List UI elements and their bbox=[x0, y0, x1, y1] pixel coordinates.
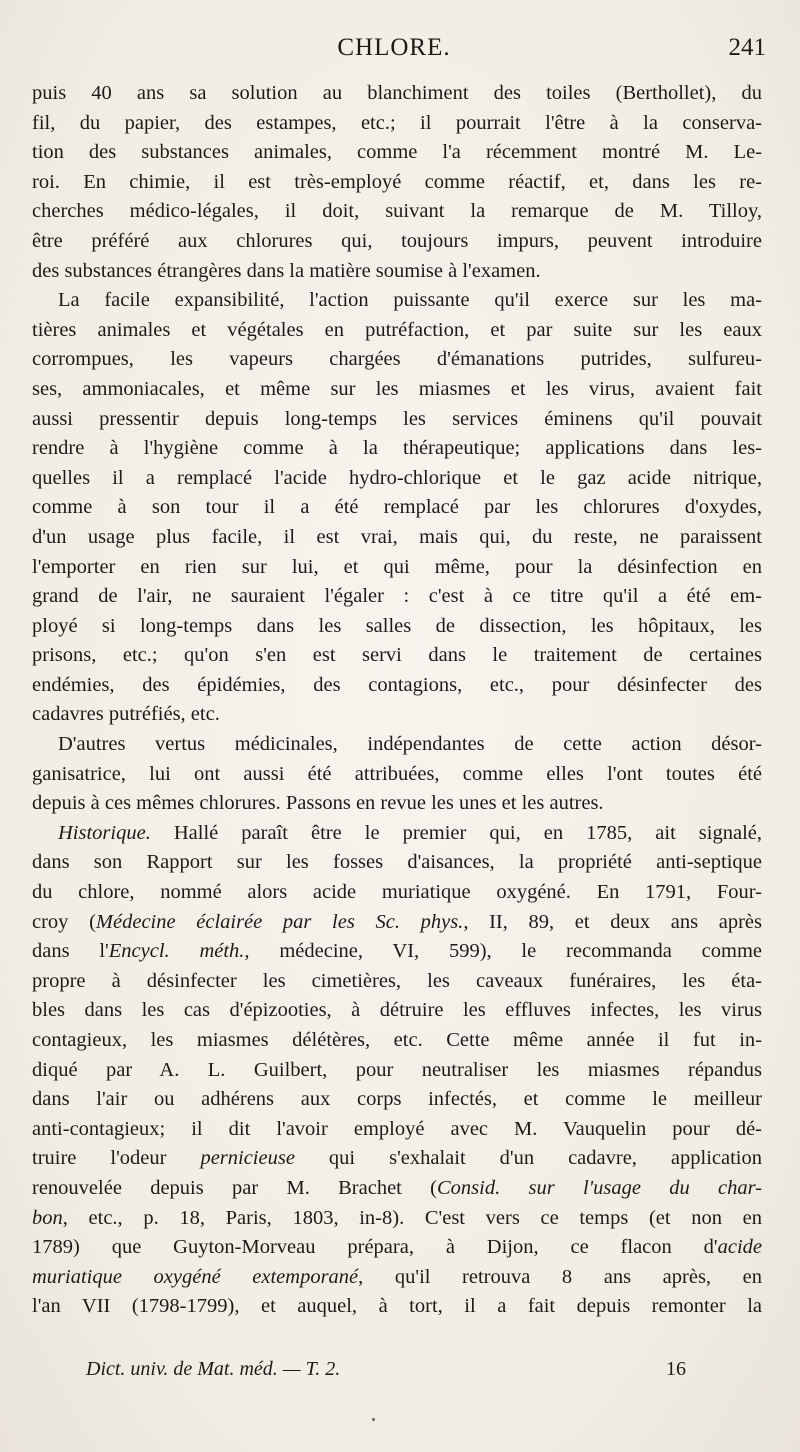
text-run: qui s'exhalait d'un cadavre, application bbox=[294, 1147, 762, 1170]
text-run: 1789) que Guyton-Morveau prépara, à Dijon, ce flacon d' bbox=[32, 1236, 718, 1259]
text-line: contagieux, les miasmes délétères, etc. Cette même année il fut in- bbox=[32, 1029, 762, 1051]
text-line: La facile expansibilité, l'action puissante qu'il exerce sur les ma- bbox=[58, 289, 762, 312]
text-line: l'emporter en rien sur lui, et qui même, pour la désinfection en bbox=[32, 555, 762, 578]
emphasis: pernicieuse bbox=[200, 1147, 295, 1170]
text-line bbox=[32, 1204, 762, 1234]
signature-number: 16 bbox=[666, 1358, 686, 1380]
page-number: 241 bbox=[728, 34, 766, 61]
text-line: aussi pressentir depuis long-temps les services éminens qu'il pouvait bbox=[32, 407, 762, 430]
text-line: l'an VII (1798-1799), et auquel, à tort, il a fait depuis remonter la bbox=[32, 1295, 762, 1318]
text-run: , médecine, VI, 599), le recommanda comme bbox=[244, 940, 763, 963]
text-line: cadavres putréfiés, etc. bbox=[32, 703, 220, 726]
text-line: grand de l'air, ne sauraient l'égaler : c'est à ce titre qu'il a été em- bbox=[32, 585, 762, 608]
paragraph-2 bbox=[32, 286, 762, 730]
text-line: comme à son tour il a été remplacé par les chlorures d'oxydes, bbox=[32, 496, 762, 519]
text-run: , II, 89, et deux ans après bbox=[463, 910, 762, 933]
text-line: propre à désinfecter les cimetières, les caveaux funéraires, les éta- bbox=[32, 969, 762, 992]
text-line: rendre à l'hygiène comme à la thérapeutique; applications dans les- bbox=[32, 437, 762, 460]
text-line: ployé si long-temps dans les salles de dissection, les hôpitaux, les bbox=[32, 614, 762, 637]
text-line: être préféré aux chlorures qui, toujours impurs, peuvent introduire bbox=[32, 229, 762, 252]
paragraph-3 bbox=[32, 730, 762, 819]
citation-title: Encycl. méth. bbox=[108, 940, 245, 963]
signature-title: Dict. univ. de Mat. méd. — T. 2. bbox=[86, 1358, 341, 1380]
text-line: d'un usage plus facile, il est vrai, mais qui, du reste, ne paraissent bbox=[32, 525, 762, 548]
text-line: anti-contagieux; il dit l'avoir employé avec M. Vauquelin pour dé- bbox=[32, 1117, 762, 1140]
text-line: tion des substances animales, comme l'a récemment montré M. Le- bbox=[32, 141, 762, 164]
text-line: dans l'air ou adhérens aux corps infectés, et comme le meilleur bbox=[32, 1088, 762, 1111]
text-line: fil, du papier, des estampes, etc.; il pourrait l'être à la conserva- bbox=[32, 111, 762, 134]
text-line bbox=[32, 937, 762, 967]
text-line bbox=[32, 819, 762, 849]
text-line: quelles il a remplacé l'acide hydro-chlorique et le gaz acide nitrique, bbox=[32, 466, 762, 489]
text-line bbox=[32, 908, 762, 938]
citation-title: Consid. sur l'usage du char- bbox=[437, 1176, 762, 1199]
text-line: tières animales et végétales en putréfaction, et par suite sur les eaux bbox=[32, 318, 762, 341]
text-line: depuis à ces mêmes chlorures. Passons en revue les unes et les autres. bbox=[32, 792, 604, 815]
text-line: D'autres vertus médicinales, indépendantes de cette action désor- bbox=[58, 733, 762, 756]
citation-title: Médecine éclairée par les Sc. phys. bbox=[95, 910, 464, 933]
text-line: roi. En chimie, il est très-employé comme réactif, et, dans les re- bbox=[32, 170, 762, 193]
text-line bbox=[32, 1263, 762, 1293]
text-run: Hallé paraît être le premier qui, en 1785, ait signalé, bbox=[150, 821, 762, 844]
signature-footer bbox=[86, 1358, 686, 1390]
text-line: cherches médico-légales, il doit, suivant la remarque de M. Tilloy, bbox=[32, 200, 762, 223]
text-line: du chlore, nommé alors acide muriatique oxygéné. En 1791, Four- bbox=[32, 881, 762, 904]
text-line: bles dans les cas d'épizooties, à détruire les effluves infectes, les virus bbox=[32, 999, 762, 1022]
text-run: , etc., p. 18, Paris, 1803, in-8). C'est vers ce temps (et non en bbox=[62, 1206, 762, 1229]
page-title: CHLORE. bbox=[337, 34, 451, 61]
text-line: dans son Rapport sur les fosses d'aisances, la propriété anti-septique bbox=[32, 851, 762, 874]
text-run: dans l' bbox=[32, 940, 109, 963]
section-label: Historique. bbox=[58, 821, 151, 844]
running-header bbox=[22, 34, 766, 74]
body-text bbox=[32, 79, 762, 1322]
text-line: ses, ammoniacales, et même sur les miasmes et les virus, avaient fait bbox=[32, 377, 762, 400]
citation-title: bon bbox=[32, 1206, 63, 1229]
text-line: puis 40 ans sa solution au blanchiment des toiles (Berthollet), du bbox=[32, 82, 762, 104]
text-run: renouvelée depuis par M. Brachet ( bbox=[32, 1176, 437, 1199]
text-line: prisons, etc.; qu'on s'en est servi dans le traitement de certaines bbox=[32, 644, 762, 667]
text-line: diqué par A. L. Guilbert, pour neutraliser les miasmes répandus bbox=[32, 1058, 762, 1081]
text-line: corrompues, les vapeurs chargées d'émanations putrides, sulfureu- bbox=[32, 348, 762, 371]
text-line bbox=[32, 1174, 762, 1204]
text-run: truire l'odeur bbox=[32, 1147, 201, 1170]
text-run: croy ( bbox=[32, 910, 96, 933]
paragraph-1 bbox=[32, 79, 762, 286]
text-run: , qu'il retrouva 8 ans après, en bbox=[358, 1265, 762, 1288]
text-line: des substances étrangères dans la matière soumise à l'examen. bbox=[32, 259, 541, 282]
text-line bbox=[32, 1233, 762, 1263]
text-line bbox=[32, 1144, 762, 1174]
emphasis: muriatique oxygéné extemporané bbox=[32, 1265, 359, 1288]
text-line: endémies, des épidémies, des contagions, etc., pour désinfecter des bbox=[32, 673, 762, 696]
text-line: ganisatrice, lui ont aussi été attribuées, comme elles l'ont toutes été bbox=[32, 762, 762, 785]
paragraph-historique bbox=[32, 819, 762, 1322]
paper-speck bbox=[372, 1418, 375, 1421]
emphasis: acide bbox=[717, 1236, 762, 1259]
